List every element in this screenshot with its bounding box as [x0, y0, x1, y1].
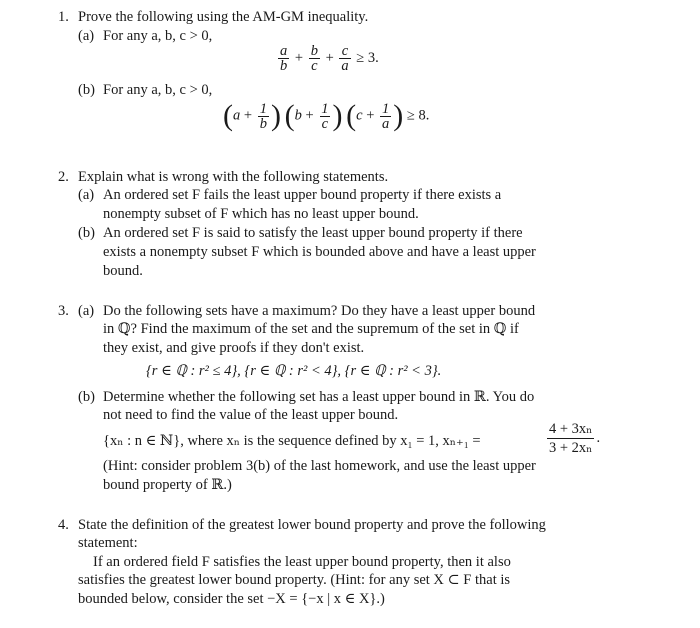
- problem-2a-label: (a): [78, 187, 95, 203]
- problem-4-line1: State the definition of the greatest lower bound property and prove the following: [78, 517, 546, 533]
- inequality-1a: $\frac{a}{b}$ + $\frac{b}{c}$ + $\frac{c}{a}$ ≥ 3.: [280, 43, 379, 74]
- problem-3b-fraction-den: 3 + 2xₙ: [549, 440, 593, 456]
- problem-3a-label: (a): [78, 303, 95, 319]
- problem-2-stem: Explain what is wrong with the following statements.: [78, 169, 389, 185]
- problem-2a-line1: An ordered set F fails the least upper bound property if there exists a: [103, 187, 502, 203]
- problem-3b-hint-line1: (Hint: consider problem 3(b) of the last homework, and use the least upper: [103, 458, 536, 474]
- inequality-1b: (a + $\frac{1}{b}$ ) (b + $\frac{1}{c}$ ) (c + $\frac{1}{a}$ ) ≥ 8.: [223, 99, 430, 132]
- problem-4-line4: satisfies the greatest lower bound property. (Hint: for any set X ⊂ F that is: [78, 572, 511, 588]
- problem-2b-line2: exists a nonempty subset F which is bounded above and have a least upper: [103, 244, 536, 260]
- problem-2-number: 2.: [58, 169, 69, 185]
- problem-3b-line2: not need to find the value of the least upper bound.: [103, 407, 399, 423]
- problem-3b-line1: Determine whether the following set has a least upper bound in ℝ. You do: [103, 389, 535, 405]
- problem-4-line2: statement:: [78, 535, 138, 551]
- problem-3b-sequence: {xₙ : n ∈ ℕ}, where xₙ is the sequence defined by x₁ = 1, xₙ₊₁ =: [103, 433, 481, 449]
- problem-3b-label: (b): [78, 389, 95, 405]
- problem-3b-fraction-num: 4 + 3xₙ: [549, 421, 593, 437]
- problem-3b-fraction: $\frac{\text{4 + 3xₙ}}{\text{3 + 2xₙ}}$ .: [549, 421, 601, 456]
- problem-1-stem: Prove the following using the AM-GM inequality.: [78, 9, 369, 25]
- problem-1a-text: For any a, b, c > 0,: [103, 28, 213, 44]
- problem-1b-label: (b): [78, 82, 95, 98]
- problem-4-line3: If an ordered field F satisfies the least upper bound property, then it also: [93, 554, 511, 570]
- problem-3a-line3: they exist, and give proofs if they don't exist.: [103, 340, 365, 356]
- inequality-1a-rhs: ≥ 3.: [356, 49, 379, 66]
- problem-2b-label: (b): [78, 225, 95, 241]
- problem-2b-line1: An ordered set F is said to satisfy the least upper bound property if there: [103, 225, 523, 241]
- problem-4-line5: bounded below, consider the set −X = {−x | x ∈ X}.): [78, 591, 385, 607]
- problem-3a-line1: Do the following sets have a maximum? Do they have a least upper bound: [103, 303, 536, 319]
- problem-4-number: 4.: [58, 517, 69, 533]
- problem-3-number: 3.: [58, 303, 69, 319]
- problem-3a-sets: {r ∈ ℚ : r² ≤ 4}, {r ∈ ℚ : r² < 4}, {r ∈ ℚ : r² < 3}.: [146, 363, 442, 379]
- problem-3a-line2: in ℚ? Find the maximum of the set and the supremum of the set in ℚ if: [103, 321, 519, 337]
- problem-1b-text: For any a, b, c > 0,: [103, 82, 213, 98]
- problem-1-number: 1.: [58, 9, 69, 25]
- inequality-1b-rhs: ≥ 8.: [406, 107, 430, 124]
- problem-2b-line3: bound.: [103, 263, 143, 279]
- problem-1a-label: (a): [78, 28, 95, 44]
- problem-2a-line2: nonempty subset of F which has no least upper bound.: [103, 206, 419, 222]
- problem-3b-hint-line2: bound property of ℝ.): [103, 477, 232, 493]
